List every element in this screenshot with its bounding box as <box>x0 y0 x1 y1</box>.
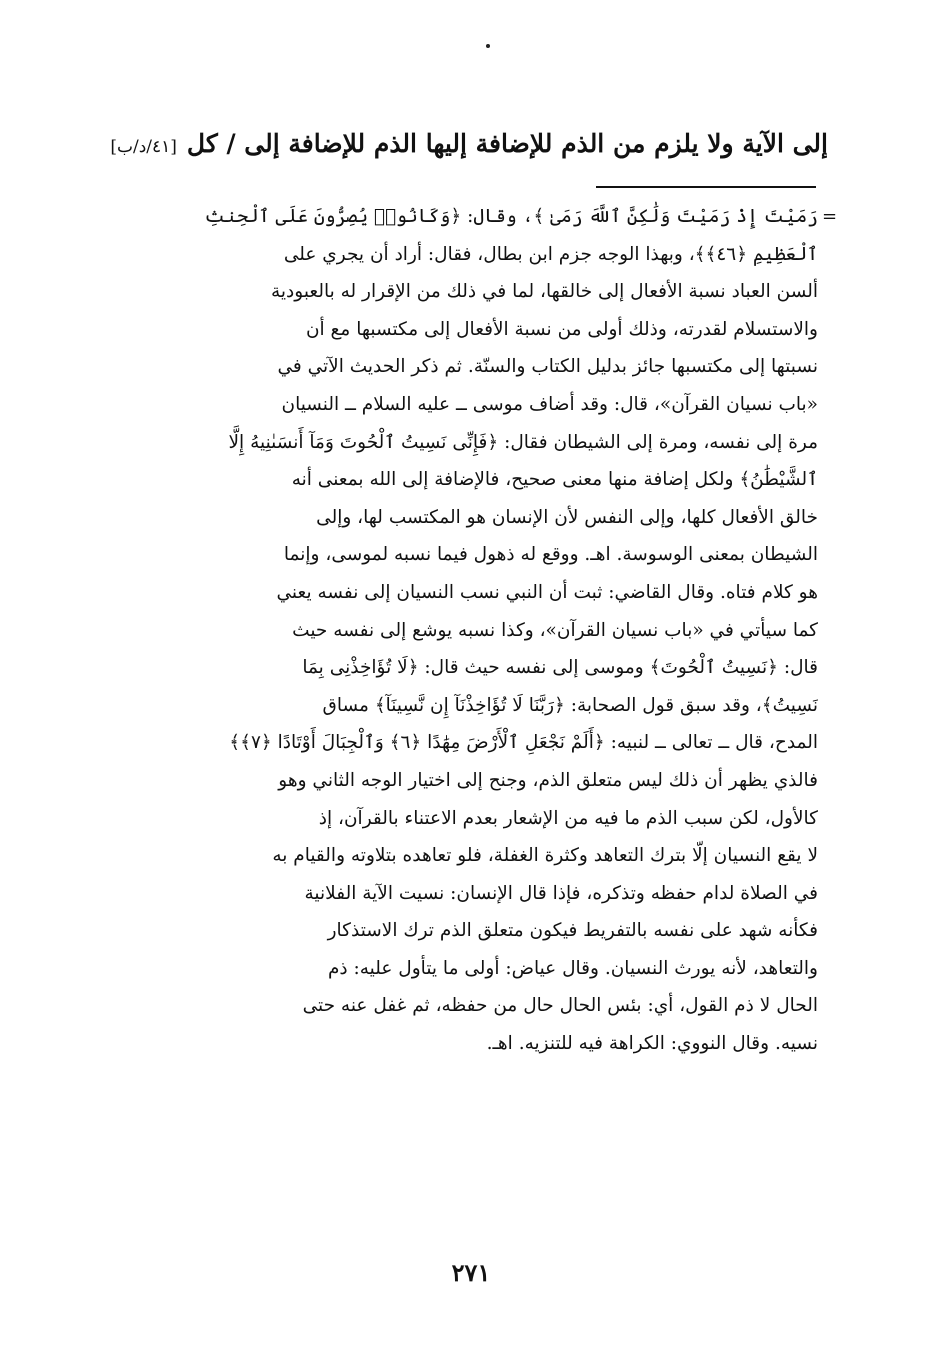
footnote-continuation-mark: = <box>822 206 838 227</box>
manuscript-folio-reference: [٤١/د/ب] <box>110 137 177 157</box>
footnote-line: كالأول، لكن سبب الذم ما فيه من الإشعار بعدم الاعتناء بالقرآن، إذ <box>318 807 818 829</box>
footnote-block <box>146 198 818 1063</box>
footnote-line: في الصلاة لدام حفظه وتذكره، فإذا قال الإنسان: نسيت الآية الفلانية <box>304 882 818 904</box>
footnote-separator-rule <box>596 186 816 188</box>
footnote-line: نسيه. وقال النووي: الكراهة فيه للتنزيه. اهـ. <box>486 1033 818 1055</box>
footnote-line: نسبتها إلى مكتسبها جائز بدليل الكتاب والسنّة. ثم ذكر الحديث الآتي في <box>277 356 818 378</box>
footnote-line: ٱلشَّيْطَٰنُ﴾ ولكل إضافة منها معنى صحيح، فالإضافة إلى الله بمعنى أنه <box>291 469 818 491</box>
footnote-line: الشيطان بمعنى الوسوسة. اهـ. ووقع له ذهول فيما نسبه لموسى، وإنما <box>283 544 818 566</box>
main-text-line <box>18 122 828 169</box>
footnote-line: خالق الأفعال كلها، وإلى النفس لأن الإنسان هو المكتسب لها، وإلى <box>316 506 818 528</box>
footnote-line: فكأنه شهد على نفسه بالتفريط فيكون متعلق الذم ترك الاستذكار <box>327 920 818 942</box>
footnote-line: مرة إلى نفسه، ومرة إلى الشيطان فقال: ﴿فَإِنِّى نَسِيتُ ٱلْحُوتَ وَمَآ أَنسَىٰنِيهُ إِلَّا <box>228 431 818 453</box>
footnote-line: الحال لا ذم القول، أي: بئس الحال حال من حفظه، ثم غفل عنه حتى <box>302 995 818 1017</box>
top-dot-mark <box>486 44 490 48</box>
footnote-line: نَسِيتُ﴾، وقد سبق قول الصحابة: ﴿رَبَّنَا لَا تُؤَاخِذْنَآ إِن نَّسِينَآ﴾ مساق <box>322 694 818 716</box>
footnote-line: والتعاهد، لأنه يورث النسيان. وقال عياض: أولى ما يتأول عليه: ذم <box>327 957 818 979</box>
footnote-line: «باب نسيان القرآن»، قال: وقد أضاف موسى ــ عليه السلام ــ النسيان <box>281 393 818 415</box>
footnote-line: لا يقع النسيان إلّا بترك التعاهد وكثرة الغفلة، فلو تعاهده بتلاوته والقيام به <box>272 845 818 867</box>
page-number: ٢٧١ <box>451 1258 491 1287</box>
footnote-line: المدح، قال ــ تعالى ــ لنبيه: ﴿أَلَمْ نَجْعَلِ ٱلْأَرْضَ مِهَٰدًا ﴿٦﴾ وَٱلْجِبَالَ أَوْتَادًا ﴿٧﴾﴾ <box>229 732 818 754</box>
footnote-line: ألسن العباد نسبة الأفعال إلى خالقها، لما في ذلك من الإقرار له بالعبودية <box>270 281 818 303</box>
footnote-line: فالذي يظهر أن ذلك ليس متعلق الذم، وجنح إلى اختيار الوجه الثاني وهو <box>278 769 818 791</box>
footnote-line: كما سيأتي في «باب نسيان القرآن»، وكذا نسبه يوشع إلى نفسه حيث <box>292 619 818 641</box>
footnote-line: والاستسلام لقدرته، وذلك أولى من نسبة الأفعال إلى مكتسبها مع أن <box>305 318 818 340</box>
footnote-line: ٱلْعَظِيمِ ﴿٤٦﴾﴾، وبهذا الوجه جزم ابن بطال، فقال: أراد أن يجري على <box>283 243 818 265</box>
footnote-line: قال: ﴿نَسِيتُ ٱلْحُوتَ﴾ وموسى إلى نفسه حيث قال: ﴿لَا تُؤَاخِذْنِى بِمَا <box>302 657 818 679</box>
main-text: إلى الآية ولا يلزم من الذم للإضافة إليها الذم للإضافة إلى / كل <box>186 129 828 158</box>
footnote-line: هو كلام فتاه. وقال القاضي: ثبت أن النبي نسب النسيان إلى نفسه يعني <box>276 581 818 603</box>
footnote-line: رَمَيْتَ إِذْ رَمَيْتَ وَلَٰكِنَّ ٱللَّهَ رَمَىٰ ﴾، وقال: ﴿وَكَانُوا۟ يُصِرُّونَ عَلَى ٱلْحِنثِ <box>204 206 818 227</box>
